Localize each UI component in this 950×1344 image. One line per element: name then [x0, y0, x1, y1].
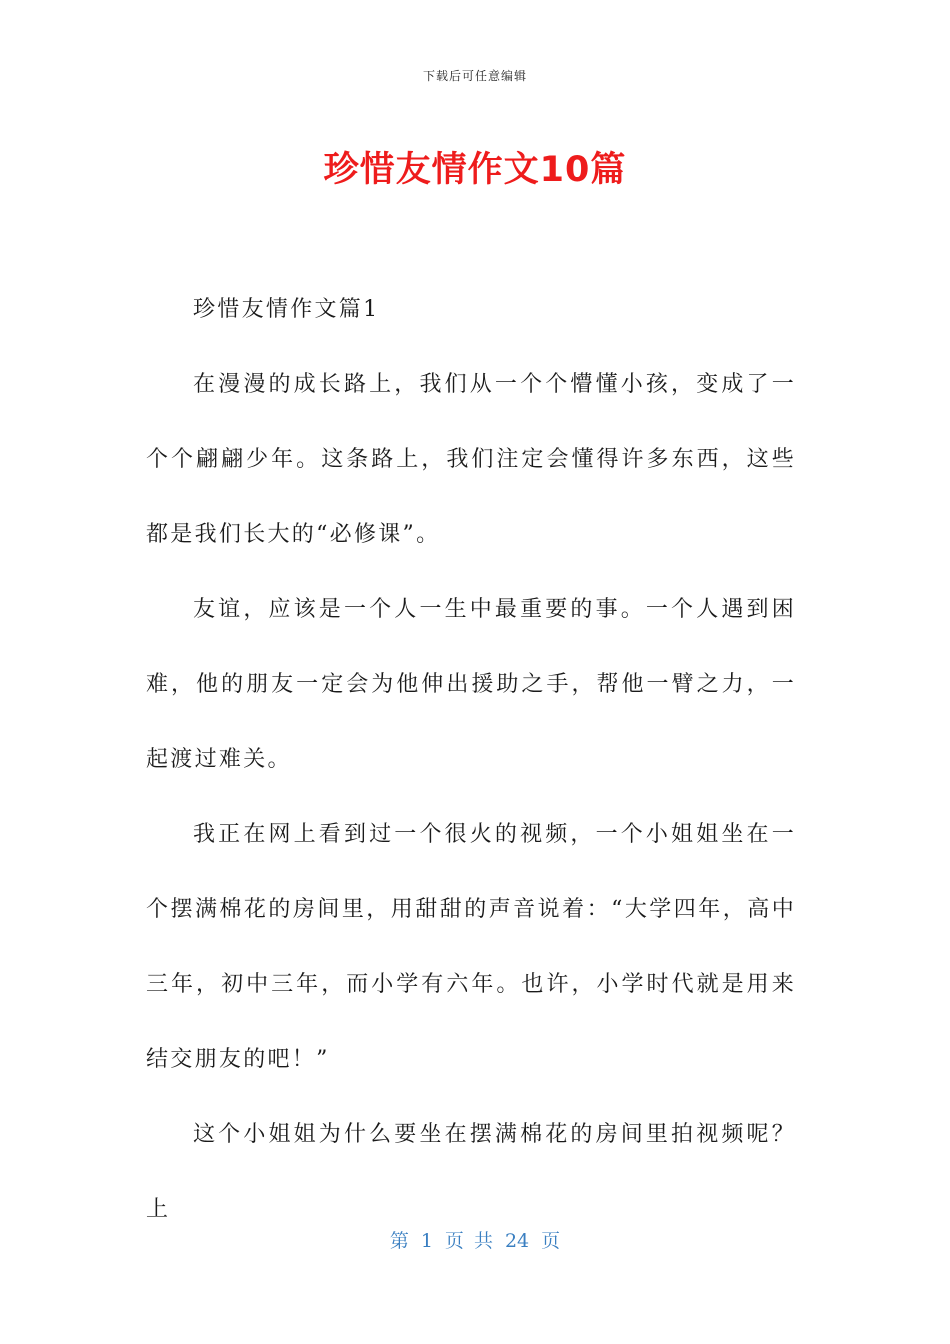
paragraph: 友谊，应该是一个人一生中最重要的事。一个人遇到困难，他的朋友一定会为他伸出援助之手，帮他一臂之力，一起渡过难关。: [146, 597, 796, 772]
footer-suffix: 页: [541, 1230, 561, 1252]
document-body: [146, 272, 796, 1247]
footer-middle: 页 共: [444, 1230, 493, 1252]
footer-prefix: 第: [389, 1230, 409, 1252]
paragraph: 我正在网上看到过一个很火的视频，一个小姐姐坐在一个摆满棉花的房间里，用甜甜的声音说着：“大学四年，高中三年，初中三年，而小学有六年。也许，小学时代就是用来结交朋友的吧！”: [146, 822, 796, 1072]
document-title: 珍惜友情作文10篇: [323, 150, 627, 190]
current-page-number: 1: [420, 1230, 433, 1252]
page-footer: [0, 1226, 950, 1253]
paragraph: 这个小姐姐为什么要坐在摆满棉花的房间里拍视频呢？上: [146, 1122, 796, 1222]
section-heading: 珍惜友情作文篇1: [193, 297, 380, 322]
paragraph: 在漫漫的成长路上，我们从一个个懵懂小孩，变成了一个个翩翩少年。这条路上，我们注定会懂得许多东西，这些都是我们长大的“必修课”。: [146, 372, 796, 547]
total-pages-number: 24: [504, 1230, 530, 1252]
header-note: 下载后可任意编辑: [422, 69, 527, 83]
